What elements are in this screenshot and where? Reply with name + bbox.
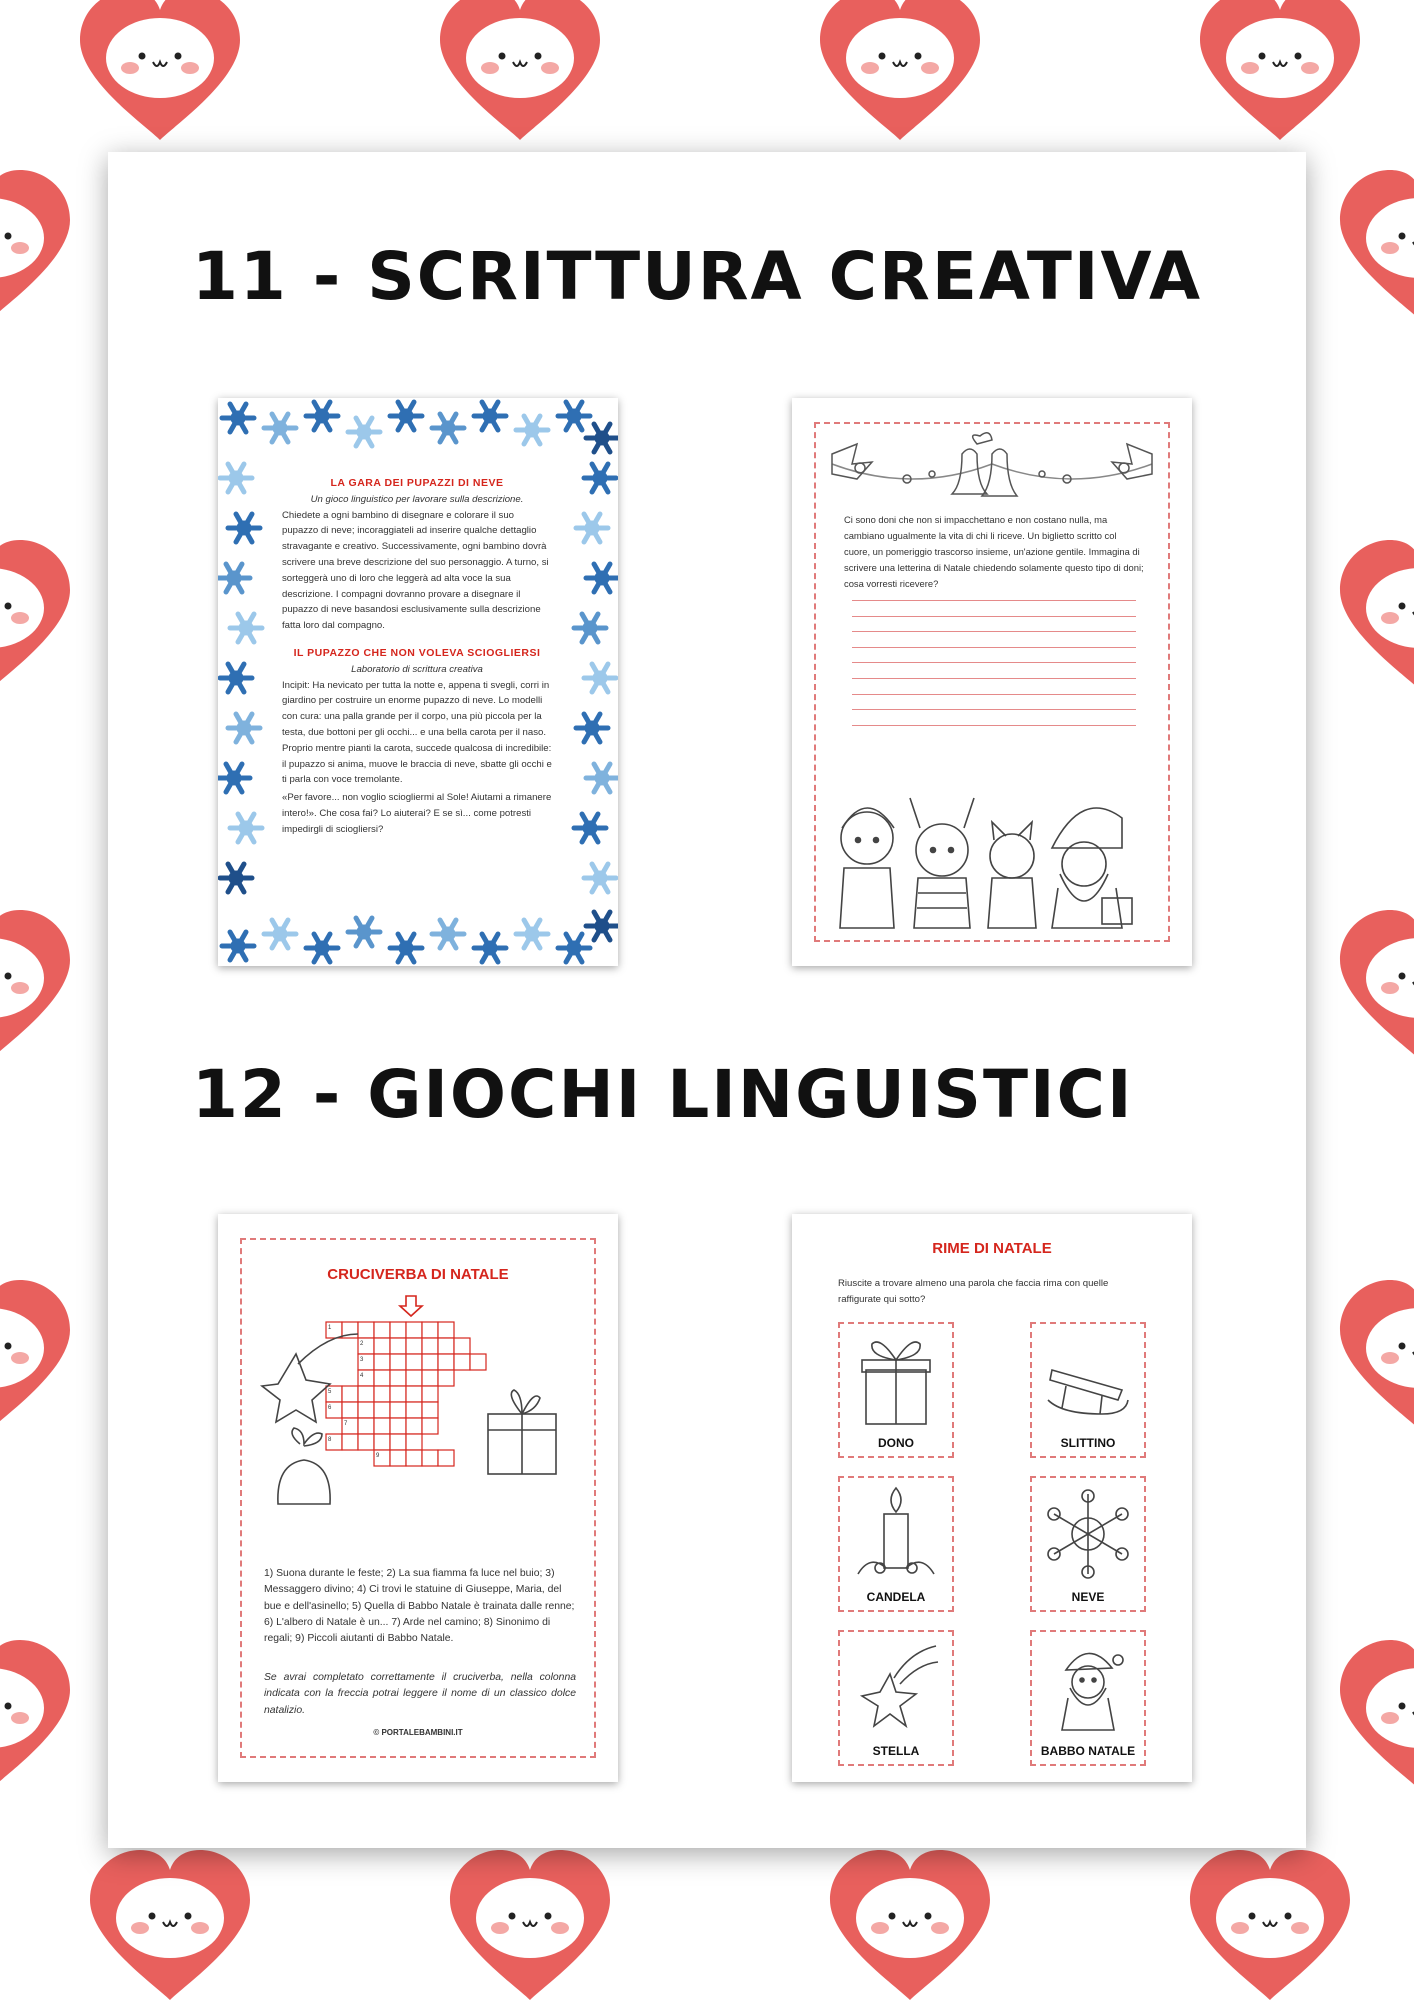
crossword-grid[interactable]	[218, 1294, 618, 1534]
rhyme-box-candela[interactable]	[838, 1476, 954, 1612]
rhyme-box-slittino[interactable]	[1030, 1322, 1146, 1458]
sled-icon	[1042, 1330, 1134, 1430]
arrow-down-icon	[400, 1296, 422, 1316]
grid-number: 5	[328, 1389, 332, 1395]
snowmen-heading-2: IL PUPAZZO CHE NON VOLEVA SCIOGLIERSI	[293, 646, 541, 659]
grid-number: 3	[360, 1357, 364, 1363]
snowmen-heading-1: LA GARA DEI PUPAZZI DI NEVE	[330, 477, 504, 489]
grid-number: 9	[376, 1453, 380, 1459]
snowmen-body-2: Incipit: Ha nevicato per tutta la notte e, appena ti svegli, corri in giardino per costruire un enorme pupazzo di neve. Lo modelli con cura: una palla grande per il corpo, una più piccola per la testa, due bottoni per gli occhi... e una bella carota per il naso. Proprio mentre pianti la carota, succede qualcosa di incredibile: il pupazzo si anima, muove le braccia di neve, sbatte gli occhi e ti parla con voce tremolante.	[282, 679, 552, 786]
worksheet-crossword[interactable]	[218, 1214, 618, 1782]
crossword-title: CRUCIVERBA DI NATALE	[327, 1266, 509, 1283]
snowflake-icon	[1042, 1484, 1134, 1584]
comet-star-icon	[262, 1354, 330, 1422]
rhyme-box-stella[interactable]	[838, 1630, 954, 1766]
worksheet-snowmen[interactable]	[218, 398, 618, 966]
white-sheet	[108, 152, 1306, 1848]
grid-number: 2	[360, 1341, 364, 1347]
santa-icon	[1042, 1638, 1134, 1738]
section-title-scrittura: 11 - SCRITTURA CREATIVA	[192, 238, 1203, 315]
rhyme-label-slittino: SLITTINO	[1060, 1436, 1116, 1450]
snowmen-subtitle-1: Un gioco linguistico per lavorare sulla descrizione.	[310, 493, 524, 505]
christmas-characters-icon	[822, 778, 1162, 938]
rhyme-label-dono: DONO	[878, 1436, 914, 1450]
snowmen-body-3: «Per favore... non voglio sciogliermi al Sole! Aiutami a rimanere intero!». Che cosa fai? Lo aiuterai? E se sì... come potresti impedirgli di sciogliersi?	[282, 792, 552, 835]
worksheet-christmas-letter[interactable]	[792, 398, 1192, 966]
section-title-giochi: 12 - GIOCHI LINGUISTICI	[192, 1056, 1134, 1133]
rhyme-label-stella: STELLA	[872, 1744, 920, 1758]
snowmen-text	[282, 476, 552, 840]
rhyme-label-candela: CANDELA	[866, 1590, 926, 1604]
gift-icon	[850, 1330, 942, 1430]
crossword-note: Se avrai completato correttamente il cruciverba, nella colonna indicata con la freccia potrai leggere il nome di un classico dolce natalizio.	[264, 1672, 576, 1716]
rhyme-label-neve: NEVE	[1071, 1590, 1105, 1604]
crossword-clues: 1) Suona durante le feste; 2) La sua fiamma fa luce nel buio; 3) Messaggero divino; 4) Ci trovi le statuine di Giuseppe, Maria, del bue e dell'asinello; 5) Quella di Babbo Natale è trainata dalle renne; 6) L'albero di Natale è un... 7) Arde nel camino; 8) Sinonimo di regali; 9) Piccoli aiutanti di Babbo Natale.	[264, 1568, 575, 1645]
letter-prompt: Ci sono doni che non si impacchettano e non costano nulla, ma cambiano ugualmente la vita di chi li riceve. Un biglietto scritto col cuore, un pomeriggio trascorso insieme, un'azione gentile. Immagina di scrivere una letterina di Natale chiedendo solamente questo tipo di doni; cosa vorresti ricevere?	[844, 514, 1144, 589]
worksheet-rhymes[interactable]	[792, 1214, 1192, 1782]
rhyme-label-babbo-natale: BABBO NATALE	[1040, 1744, 1136, 1758]
copyright-label: © PORTALEBAMBINI.IT	[373, 1728, 463, 1737]
grid-number: 6	[328, 1405, 332, 1411]
grid-number: 1	[328, 1325, 332, 1331]
holly-bells-garland-icon	[812, 424, 1172, 514]
bell-icon	[278, 1460, 330, 1504]
grid-number: 8	[328, 1437, 332, 1443]
rhymes-intro: Riuscite a trovare almeno una parola che faccia rima con quelle raffigurate qui sotto?	[838, 1278, 1109, 1305]
rhymes-title: RIME DI NATALE	[932, 1240, 1052, 1257]
grid-number: 7	[344, 1421, 348, 1427]
rhyme-box-neve[interactable]	[1030, 1476, 1146, 1612]
snowmen-body-1: Chiedete a ogni bambino di disegnare e colorare il suo pupazzo di neve; incoraggiateli ad inserire qualche dettaglio stravagante e creativo. Successivamente, ogni bambino dovrà scrivere una breve descrizione del suo personaggio. A turno, si sorteggerà uno di loro che leggerà ad alta voce la sua descrizione. I compagni dovranno provare a disegnare il pupazzo di neve basandosi esclusivamente sulla descrizione fatta loro dal compagno.	[282, 509, 549, 632]
rhyme-box-babbo-natale[interactable]	[1030, 1630, 1146, 1766]
snowmen-subtitle-2: Laboratorio di scrittura creativa	[351, 663, 483, 675]
star-icon	[850, 1638, 942, 1738]
candle-icon	[850, 1484, 942, 1584]
rhyme-box-dono[interactable]	[838, 1322, 954, 1458]
writing-lines[interactable]	[852, 600, 1136, 740]
grid-number: 4	[360, 1373, 364, 1379]
